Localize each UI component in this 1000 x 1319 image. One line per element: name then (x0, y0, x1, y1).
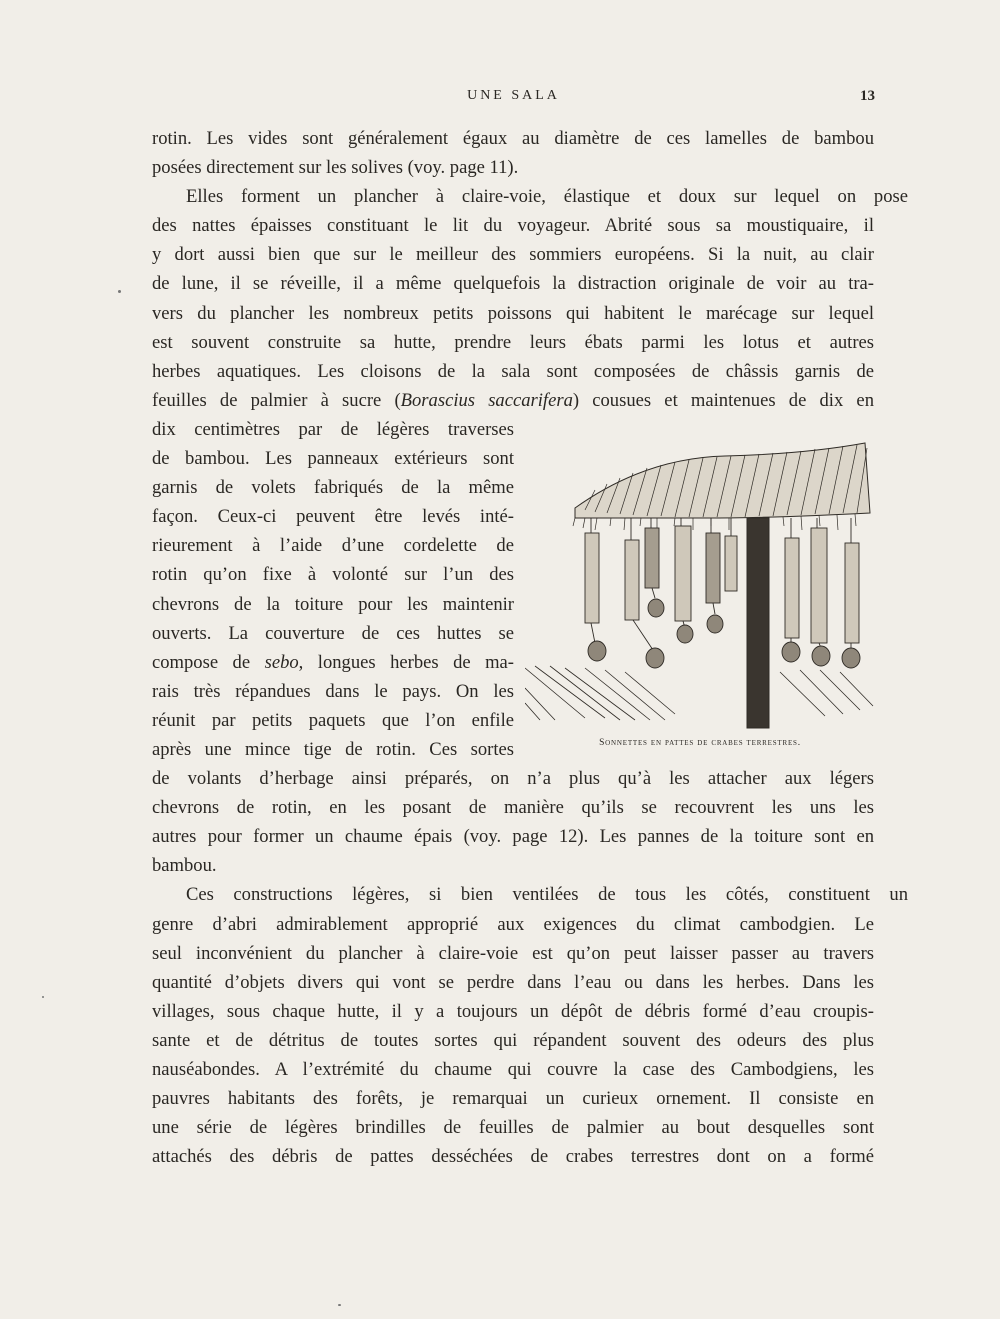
text-line: chevrons de la toiture pour les maintenir (152, 593, 514, 615)
text-line: une série de légères brindilles de feuilles de palmier au bout desquelles sont (152, 1117, 874, 1139)
text-line: ouverts. La couverture de ces huttes se (152, 622, 514, 644)
paper-speck (338, 1304, 341, 1306)
text-line: posées directement sur les solives (voy. page 11). (152, 157, 519, 179)
running-head: UNE SALA (467, 88, 560, 103)
term-sebo: sebo (264, 651, 299, 673)
text-line: genre d’abri admirablement approprié aux exigences du climat cambodgien. Le (152, 913, 874, 935)
text-line: des nattes épaisses constituant le lit du voyageur. Abrité sous sa moustiquaire, il (152, 215, 874, 237)
text-line: seul inconvénient du plancher à claire-voie est qu’on peut laisser passer au travers (152, 942, 874, 964)
text-line: herbes aquatiques. Les cloisons de la sala sont composées de châssis garnis de (152, 360, 874, 382)
text-line: rieurement à l’aide d’une cordelette de (152, 535, 514, 557)
paper-speck (42, 996, 44, 998)
text-fragment: , longues herbes de ma- (298, 651, 514, 673)
paper-speck (118, 290, 121, 293)
text-line: façon. Ceux-ci peuvent être levés inté- (152, 506, 514, 528)
text-fragment: compose de (152, 651, 265, 673)
central-post (747, 518, 769, 728)
engraving-figure (525, 418, 875, 753)
text-line: de volants d’herbage ainsi préparés, on n’a plus qu’à les attacher aux légers (152, 768, 874, 790)
text-line: de lune, il se réveille, il a même quelquefois la distraction originale de voir au tra- (152, 273, 874, 295)
text-line: nauséabondes. A l’extrémité du chaume qui couvre la case des Cambodgiens, les (152, 1059, 874, 1080)
text-line: rotin qu’on fixe à volonté sur l’un des (152, 564, 514, 586)
text-line: de bambou. Les panneaux extérieurs sont (152, 448, 514, 470)
text-line: vers du plancher les nombreux petits poissons qui habitent le marécage sur lequel (152, 302, 874, 324)
text-line: pauvres habitants des forêts, je remarquai un curieux ornement. Il consiste en (152, 1088, 874, 1110)
text-line: villages, sous chaque hutte, il y a toujours un dépôt de débris formé d’eau croupis- (152, 1000, 874, 1022)
text-line: attachés des débris de pattes desséchées de crabes terrestres dont on a formé (152, 1146, 874, 1168)
text-line: bambou. (152, 855, 217, 877)
text-line: réunit par petits paquets que l’on enfile (152, 709, 514, 731)
crab-claw-chimes-illustration (525, 418, 875, 736)
text-line (152, 648, 514, 677)
text-line (152, 386, 874, 415)
page-number: 13 (860, 88, 875, 104)
text-line: quantité d’objets divers qui vont se perdre dans l’eau ou dans les herbes. Dans les (152, 971, 874, 993)
text-line: rais très répandues dans le pays. On les (152, 680, 514, 702)
ground-hatching (525, 666, 873, 720)
text-line: après une mince tige de rotin. Ces sortes (152, 738, 514, 760)
hanging-chimes (585, 518, 860, 668)
text-line: rotin. Les vides sont généralement égaux au diamètre de ces lamelles de bambou (152, 128, 874, 149)
text-fragment: ) cousues et maintenues de dix en (572, 389, 874, 411)
text-line: sante et de détritus de toutes sortes qui répandent souvent des odeurs des plus (152, 1029, 874, 1051)
text-line: dix centimètres par de légères traverses (152, 418, 514, 440)
text-line: y dort aussi bien que sur le meilleur des sommiers européens. Si la nuit, au clair (152, 244, 874, 266)
text-line: chevrons de rotin, en les posant de manière qu’ils se recouvrent les uns les (152, 797, 874, 819)
text-line: Ces constructions légères, si bien ventilées de tous les côtés, constituent un (186, 884, 908, 906)
text-fragment: feuilles de palmier à sucre ( (152, 389, 401, 411)
species-name: Borascius saccarifera (400, 389, 573, 411)
page-header (152, 88, 875, 114)
figure-caption: Sonnettes en pattes de crabes terrestres. (599, 738, 801, 748)
text-line: Elles forment un plancher à claire-voie, élastique et doux sur lequel on pose (186, 186, 908, 208)
text-line: est souvent construite sa hutte, prendre leurs ébats parmi les lotus et autres (152, 331, 874, 353)
text-line: autres pour former un chaume épais (voy. page 12). Les pannes de la toiture sont en (152, 826, 874, 848)
text-line: garnis de volets fabriqués de la même (152, 477, 514, 499)
